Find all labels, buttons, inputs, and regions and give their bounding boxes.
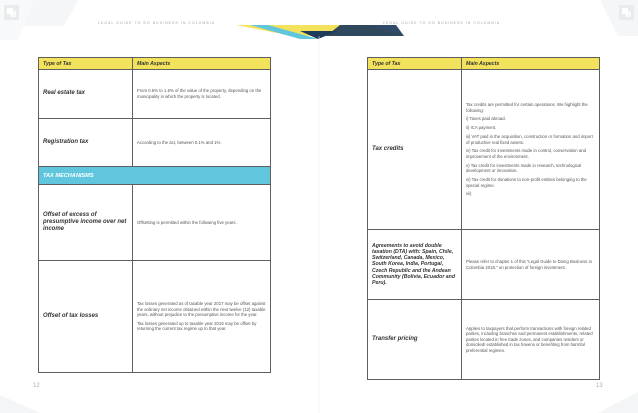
table-row xyxy=(39,185,271,261)
tax-type-cell: Tax credits xyxy=(368,70,462,230)
page-number-left: 12 xyxy=(33,383,40,389)
tax-type-cell: Offset of tax losses xyxy=(39,261,133,373)
table-row xyxy=(39,119,271,167)
tax-aspects-cell: Applies to taxpayers that perform transactions with foreign related parties, including branches and permanent establishments, related parties located in free trade zones, and companies resident or domiciled/ established in tax havens or benefiting from harmful preferential regimes. xyxy=(462,300,600,380)
section-title: TAX MECHANISMS xyxy=(39,167,271,185)
table-row xyxy=(39,70,271,119)
table-row xyxy=(39,261,271,373)
tax-aspects-cell: Offsetting is permitted within the following five years. xyxy=(133,185,271,261)
column-header-type: Type of Tax xyxy=(39,58,133,70)
column-header-aspects: Main Aspects xyxy=(133,58,271,70)
table-row xyxy=(368,300,600,380)
running-header-left: LEGAL GUIDE TO DO BUSINESS IN COLOMBIA xyxy=(98,21,216,25)
column-header-type: Type of Tax xyxy=(368,58,462,70)
table-row xyxy=(368,230,600,300)
page-number-right: 13 xyxy=(596,383,603,389)
tax-type-cell: Agreements to avoid double taxation (DTA) with: Spain, Chile, Switzerland, Canada, Mexico, South Korea, India, Portugal, Czech Republic and the Andean Community (Bolivia, Ecuador and Peru). xyxy=(368,230,462,300)
tax-aspects-cell: From 0.5% to 1.6% of the value of the property, depending on the municipality in which the property is located. xyxy=(133,70,271,119)
tax-type-cell: Transfer pricing xyxy=(368,300,462,380)
section-header-row xyxy=(39,167,271,185)
brand-logo-icon xyxy=(619,5,634,20)
tax-type-cell: Registration tax xyxy=(39,119,133,167)
tax-aspects-cell: According to the act, between 0.1% and 1%. xyxy=(133,119,271,167)
tax-type-cell: Real estate tax xyxy=(39,70,133,119)
tax-type-cell: Offset of excess of presumptive income over net income xyxy=(39,185,133,261)
column-header-aspects: Main Aspects xyxy=(462,58,600,70)
right-tax-table xyxy=(367,57,600,380)
table-header-row xyxy=(368,58,600,70)
tax-aspects-cell: Please refer to chapter 1 of this "Legal Guide to Doing Business in Colombia 2018," on protection of foreign investment. xyxy=(462,230,600,300)
table-row xyxy=(368,70,600,230)
tax-aspects-cell: Tax credits are permitted for certain operations. We highlight the following: i) Taxes paid abroad. ii) ICA payment. iii) VAT paid in the acquisition, construction or formation and import of productive real fixed assets. iv) Tax credit for investments made in control, conservation and improvement of the environment. v) Tax credit for investments made in research, technological development or innovation. vi) Tax credit for donations to non-profit entities belonging to the special regime. vii) xyxy=(462,70,600,230)
brand-logo-icon xyxy=(4,5,19,20)
left-tax-table xyxy=(38,57,271,373)
tax-aspects-cell: Tax losses generated as of taxable year 2017 may be offset against the ordinary net income obtained within the next twelve (12) taxable years, without prejudice to the presumptive income for the year. Tax losses generated up to taxable year 2016 may be offset by returning the current tax regime up to that year. xyxy=(133,261,271,373)
table-header-row xyxy=(39,58,271,70)
running-header-right: LEGAL GUIDE TO DO BUSINESS IN COLOMBIA xyxy=(383,21,501,25)
